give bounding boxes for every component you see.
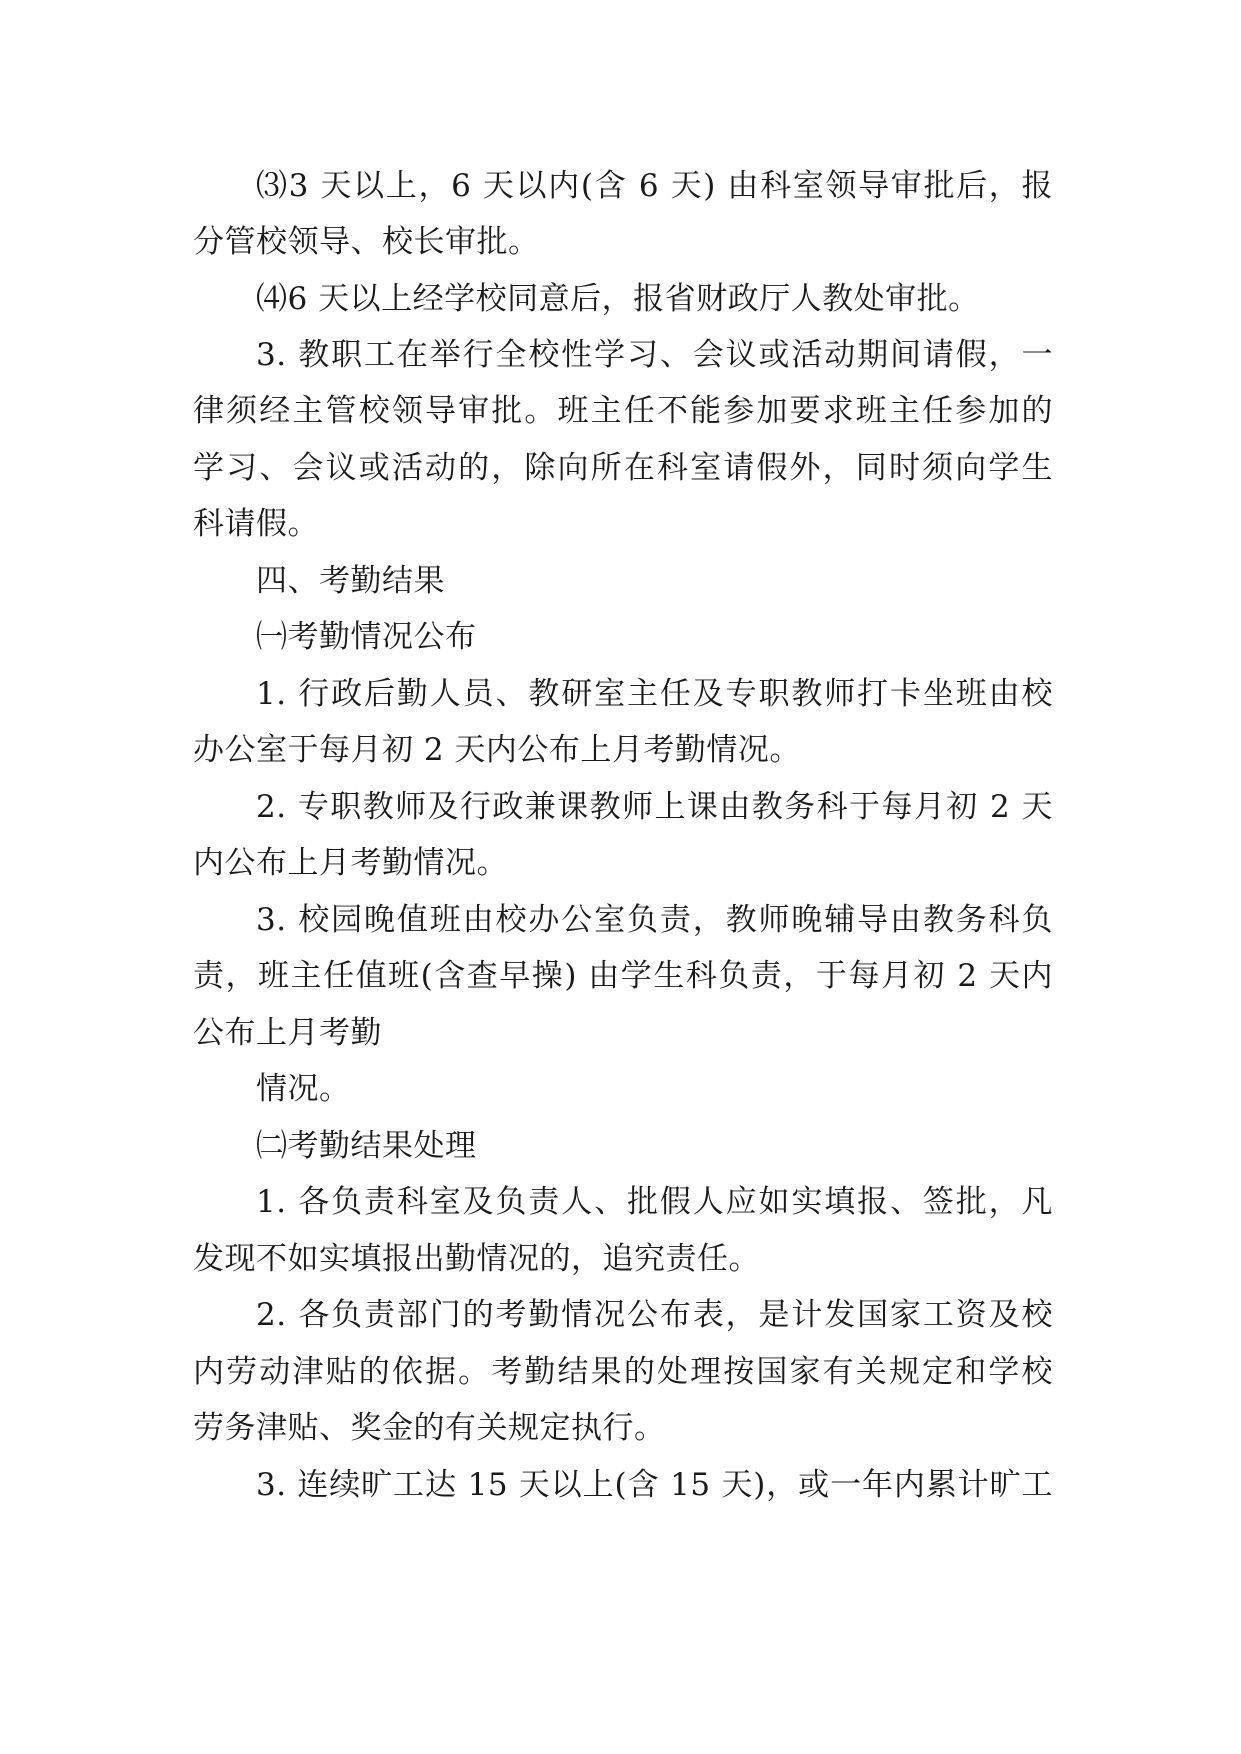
section-heading: 四、考勤结果	[256, 563, 445, 599]
paragraph-line: 3. 连续旷工达 15 天以上(含 15 天)，或一年内累计旷工	[256, 1467, 1053, 1503]
subsection-heading: ㈡考勤结果处理	[256, 1128, 477, 1164]
paragraph-line: 2. 各负责部门的考勤情况公布表，是计发国家工资及校	[256, 1297, 1053, 1333]
paragraph-line: 责，班主任值班(含查早操) 由学生科负责，于每月初 2 天内	[193, 958, 1053, 994]
paragraph-line: 3. 校园晚值班由校办公室负责，教师晚辅导由教务科负	[256, 902, 1053, 938]
paragraph-line: 科请假。	[193, 506, 319, 542]
subsection-heading: ㈠考勤情况公布	[256, 619, 477, 655]
paragraph-line: 情况。	[256, 1071, 351, 1107]
paragraph-line: 3. 教职工在举行全校性学习、会议或活动期间请假，一	[256, 337, 1053, 373]
paragraph-line: 1. 行政后勤人员、教研室主任及专职教师打卡坐班由校	[256, 676, 1053, 712]
paragraph-line: 公布上月考勤	[193, 1015, 382, 1051]
paragraph-line: ⑶3 天以上，6 天以内(含 6 天) 由科室领导审批后，报	[256, 168, 1053, 204]
paragraph-line: 分管校领导、校长审批。	[193, 224, 540, 260]
paragraph-line: 劳务津贴、奖金的有关规定执行。	[193, 1410, 666, 1446]
paragraph-line: 1. 各负责科室及负责人、批假人应如实填报、签批，凡	[256, 1184, 1053, 1220]
paragraph-line: 发现不如实填报出勤情况的，追究责任。	[193, 1241, 760, 1277]
paragraph-line: 内公布上月考勤情况。	[193, 845, 508, 881]
paragraph-line: 律须经主管校领导审批。班主任不能参加要求班主任参加的	[193, 393, 1053, 429]
paragraph-line: 内劳动津贴的依据。考勤结果的处理按国家有关规定和学校	[193, 1354, 1053, 1390]
paragraph-line: 2. 专职教师及行政兼课教师上课由教务科于每月初 2 天	[256, 789, 1053, 825]
paragraph-line: 办公室于每月初 2 天内公布上月考勤情况。	[193, 732, 801, 768]
paragraph-line: 学习、会议或活动的，除向所在科室请假外，同时须向学生	[193, 450, 1053, 486]
paragraph-line: ⑷6 天以上经学校同意后，报省财政厅人教处审批。	[256, 281, 980, 317]
